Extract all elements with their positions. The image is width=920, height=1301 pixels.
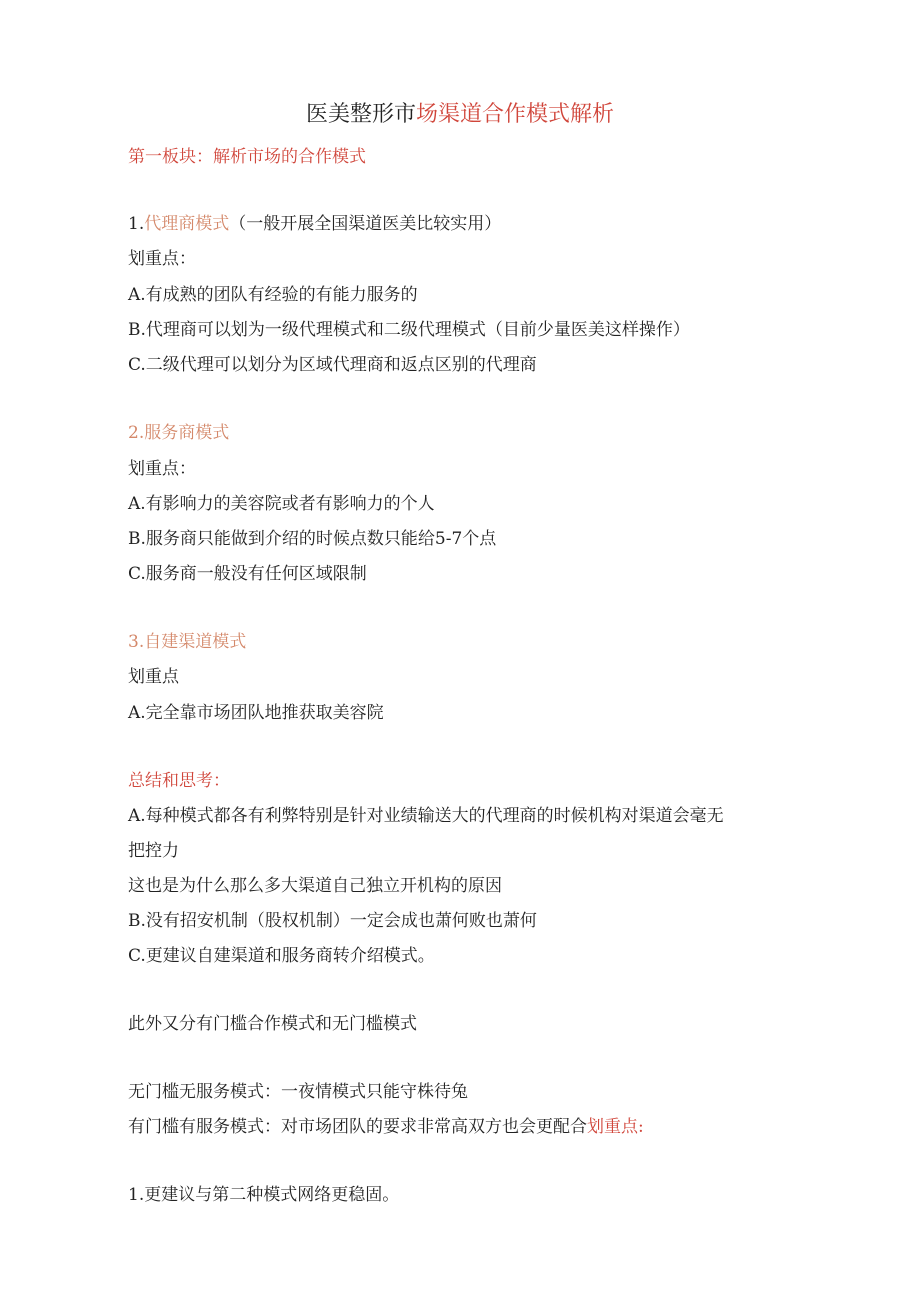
threshold-intro: 此外又分有门槛合作模式和无门槛模式	[128, 1014, 417, 1034]
item1-point-b: B.代理商可以划为一级代理模式和二级代理模式（目前少量医美这样操作）	[128, 320, 690, 340]
with-threshold-mode	[128, 1116, 644, 1138]
summary-line-a-cont: 把控力	[128, 841, 179, 861]
summary-line-a: A.每种模式都各有利弊特别是针对业绩输送大的代理商的时候机构对渠道会毫无	[128, 806, 724, 826]
with-threshold-emphasis: 划重点:	[587, 1117, 644, 1137]
item1-point-a: A.有成熟的团队有经验的有能力服务的	[128, 285, 418, 305]
item1-number: 1.	[128, 214, 145, 234]
item2-title: 2.服务商模式	[128, 423, 230, 443]
item1-note: （一般开展全国渠道医美比较实用）	[229, 214, 502, 234]
title-part-dark: 医美整形市	[305, 102, 416, 127]
summary-line-c: C.更建议自建渠道和服务商转介绍模式。	[128, 946, 435, 966]
item1-title: 代理商模式	[144, 214, 230, 234]
summary-title: 总结和思考：	[128, 771, 230, 791]
title-part-red: 场渠道合作模式解析	[416, 102, 615, 127]
item3-keypoints-label: 划重点	[128, 667, 179, 687]
item2-point-c: C.服务商一般没有任何区域限制	[128, 564, 367, 584]
item1-point-c: C.二级代理可以划分为区域代理商和返点区别的代理商	[128, 355, 537, 375]
item2-point-a: A.有影响力的美容院或者有影响力的个人	[128, 494, 435, 514]
summary-line-reason: 这也是为什么那么多大渠道自己独立开机构的原因	[128, 876, 502, 896]
final-point: 1.更建议与第二种模式网络更稳固。	[128, 1185, 400, 1205]
no-threshold-mode: 无门槛无服务模式：一夜情模式只能守株待兔	[128, 1082, 468, 1102]
section-heading: 第一板块：解析市场的合作模式	[128, 147, 366, 167]
item1-heading	[128, 213, 501, 235]
item2-keypoints-label: 划重点：	[128, 459, 196, 479]
item1-keypoints-label: 划重点：	[128, 249, 196, 269]
item2-point-b: B.服务商只能做到介绍的时候点数只能给5-7个点	[128, 529, 497, 549]
item3-point-a: A.完全靠市场团队地推获取美容院	[128, 703, 384, 723]
summary-line-b: B.没有招安机制（股权机制）一定会成也萧何败也萧何	[128, 911, 537, 931]
item3-title: 3.自建渠道模式	[128, 632, 247, 652]
document-title	[0, 100, 920, 130]
with-threshold-text: 有门槛有服务模式：对市场团队的要求非常高双方也会更配合	[128, 1117, 587, 1137]
